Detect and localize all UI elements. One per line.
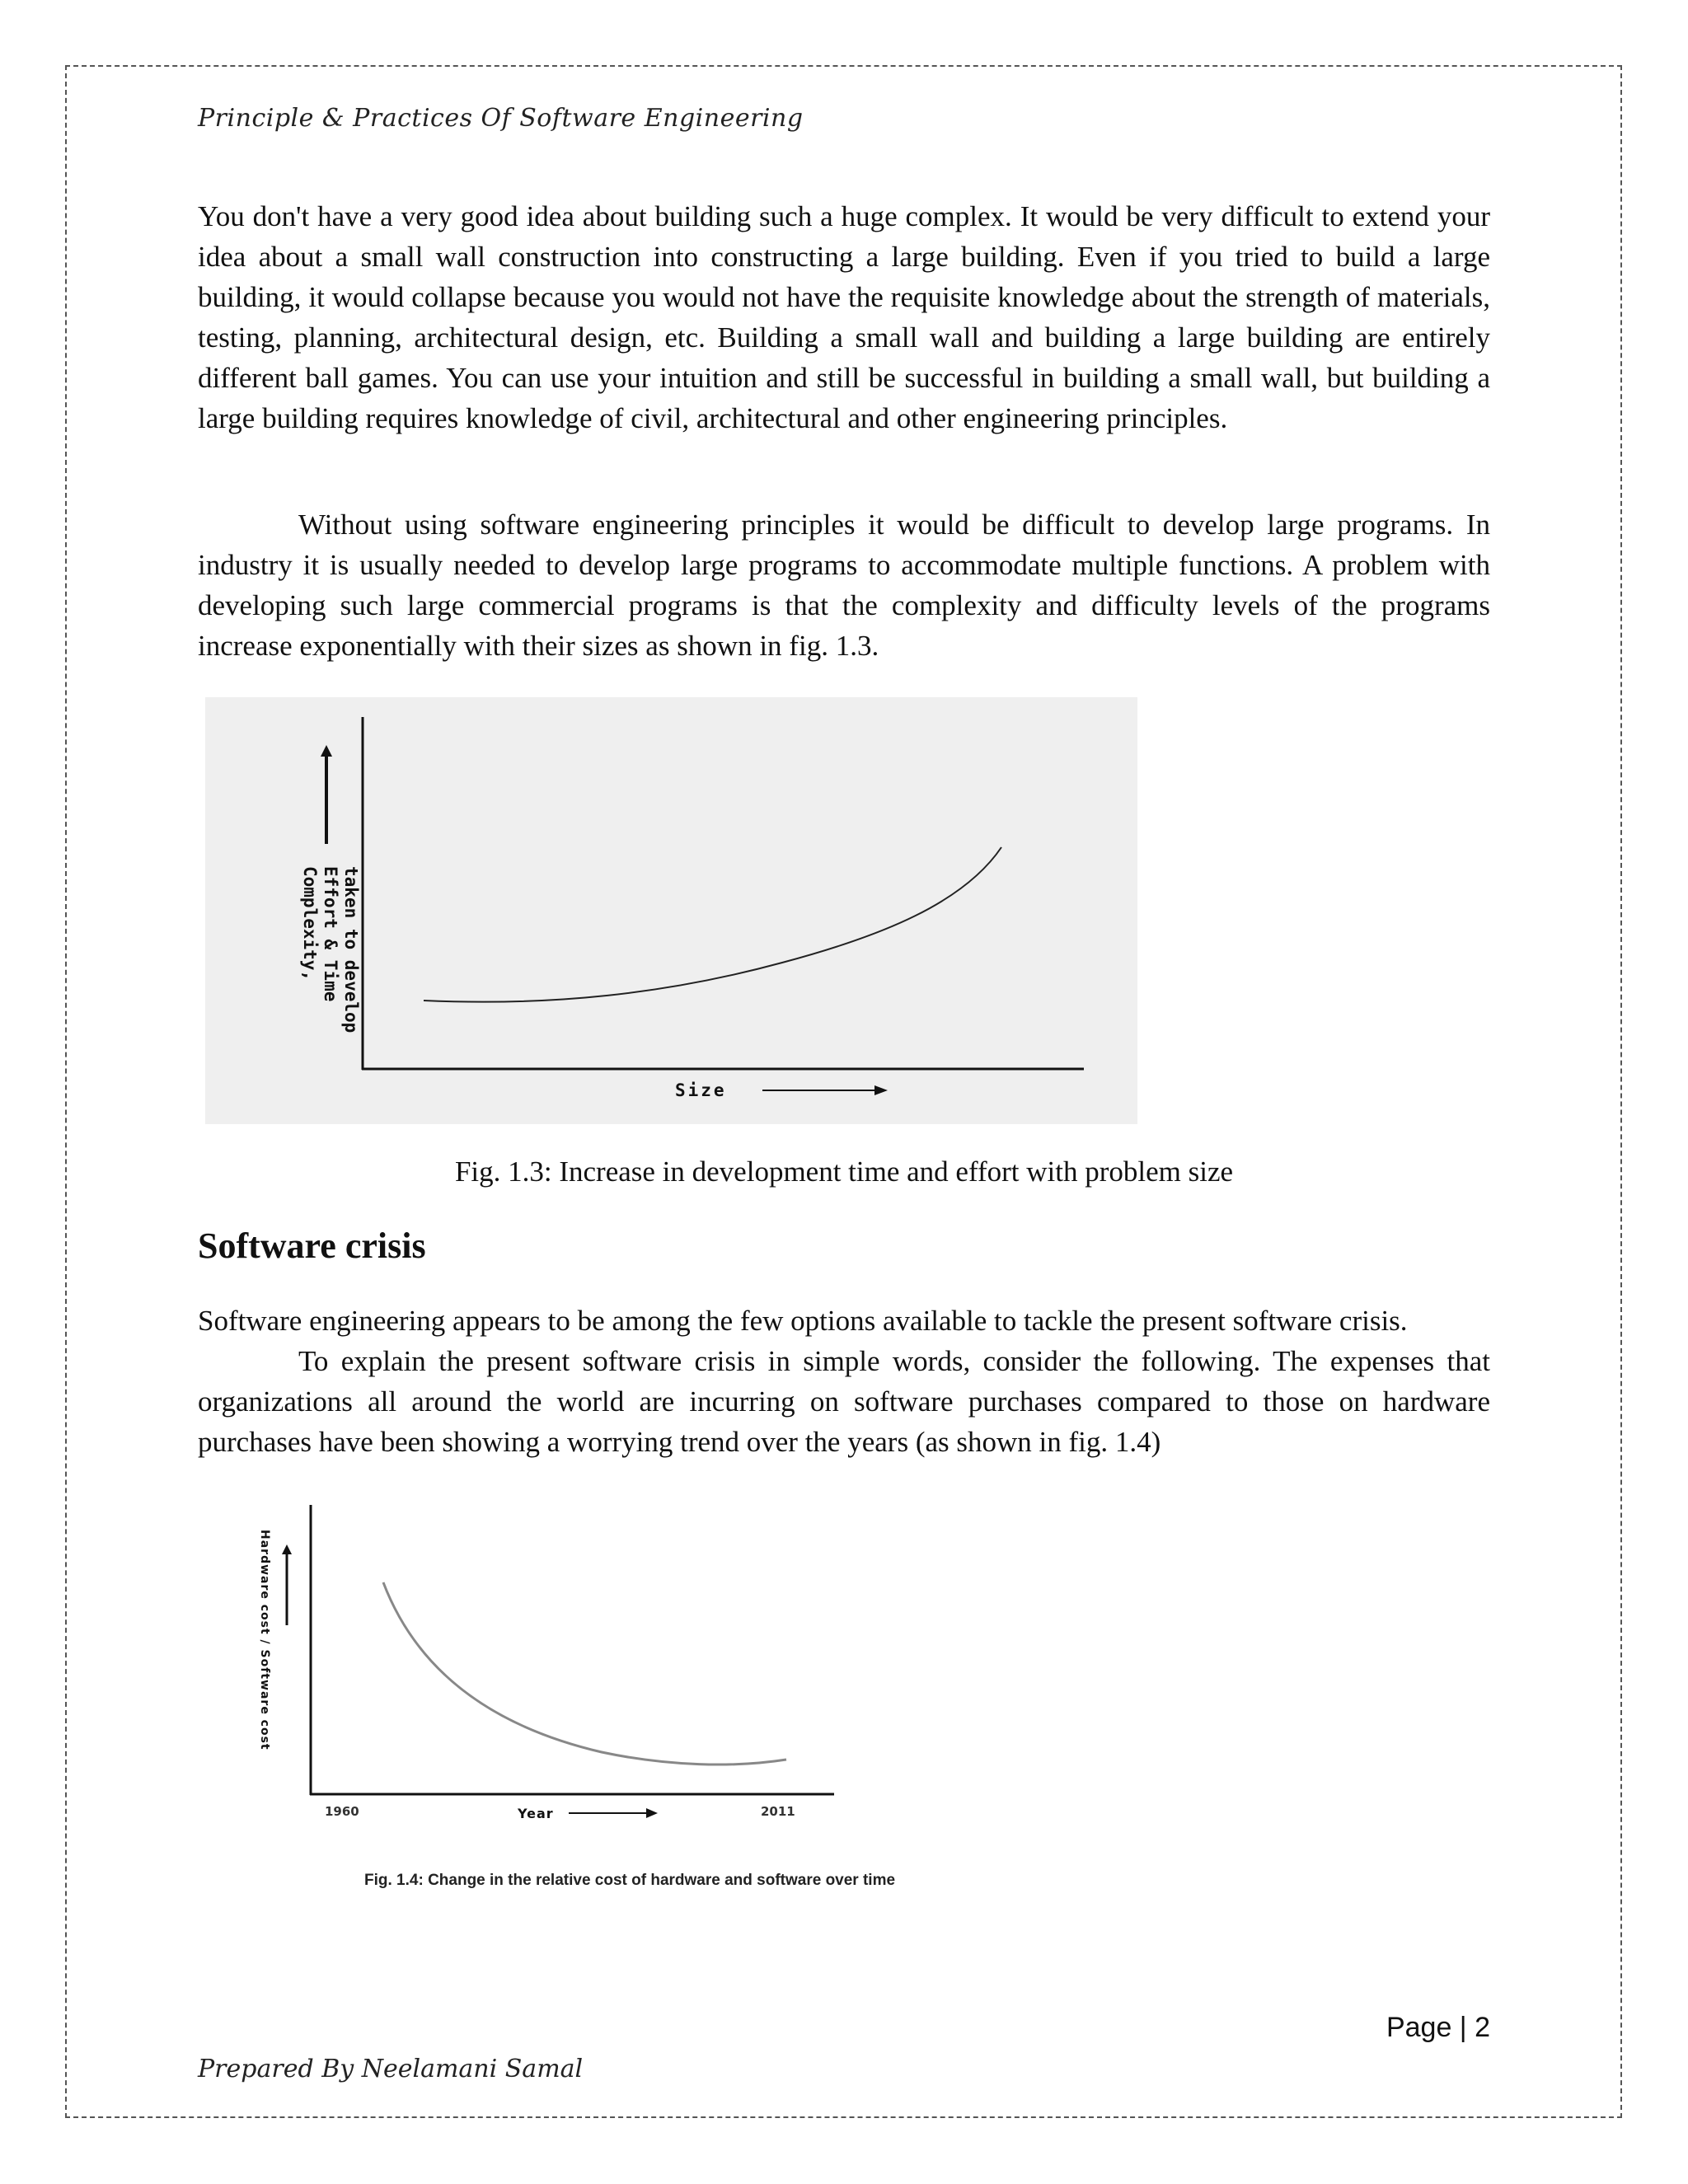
x-axis-label-2: Year xyxy=(518,1806,554,1821)
running-header: Principle & Practices Of Software Engineering xyxy=(198,104,804,133)
y-axis-label-2 xyxy=(258,1530,271,1750)
figure-1-3-caption: Fig. 1.3: Increase in development time and effort with problem size xyxy=(454,1155,1234,1188)
paragraph-3: Software engineering appears to be among the few options available to tackle the present software crisis. xyxy=(198,1305,1408,1337)
figure-1-4-graph xyxy=(239,1490,882,1853)
y-label-line-2: Effort & Time xyxy=(321,866,340,1002)
y-arrow-icon-2 xyxy=(282,1544,292,1554)
figure-1-3-graph xyxy=(205,697,1137,1124)
y-label-line-1: Complexity, xyxy=(300,866,320,982)
page-number: Page | 2 xyxy=(1386,2012,1490,2043)
x-axis-label: Size xyxy=(675,1080,727,1100)
y-axis-label xyxy=(300,866,361,1033)
figure-1-3 xyxy=(205,697,1137,1124)
figure-1-4-caption: Fig. 1.4: Change in the relative cost of hardware and software over time xyxy=(364,1872,896,1889)
figure-1-4 xyxy=(239,1490,882,1853)
paragraph-4: To explain the present software crisis in simple words, consider the following. The expenses that organizations all around the world are incurring on software purchases compared to those on hardware purchases have been showing a worrying trend over the years (as shown in fig. 1.4) xyxy=(198,1345,1490,1458)
complexity-curve xyxy=(424,847,1001,1002)
y-label-line-3: taken to develop xyxy=(341,866,361,1033)
cost-ratio-curve xyxy=(383,1582,786,1765)
section-title: Software crisis xyxy=(198,1226,426,1266)
running-footer: Prepared By Neelamani Samal xyxy=(198,2055,584,2083)
paragraph-1: You don't have a very good idea about building such a huge complex. It would be very difficult to extend your idea about a small wall construction into constructing a large building. Even if you tried to build a large building, it would collapse because you would not have the requisite knowledge about the strength of materials, testing, planning, architectural design, etc. Building a small wall and building a large building are entirely different ball games. You can use your intuition and still be successful in building a small wall, but building a large building requires knowledge of civil, architectural and other engineering principles. xyxy=(198,200,1490,434)
x-start-label: 1960 xyxy=(325,1804,359,1819)
y-label-hw-sw: Hardware cost / Software cost xyxy=(258,1530,271,1750)
x-arrow-icon-2 xyxy=(646,1808,658,1818)
x-arrow-icon xyxy=(874,1085,888,1095)
x-end-label: 2011 xyxy=(761,1804,795,1819)
paragraph-2: Without using software engineering principles it would be difficult to develop large programs. In industry it is usually needed to develop large programs to accommodate multiple functions. A problem with developing such large commercial programs is that the complexity and difficulty levels of the programs increase exponentially with their sizes as shown in fig. 1.3. xyxy=(198,509,1490,662)
y-arrow-icon xyxy=(321,745,332,757)
